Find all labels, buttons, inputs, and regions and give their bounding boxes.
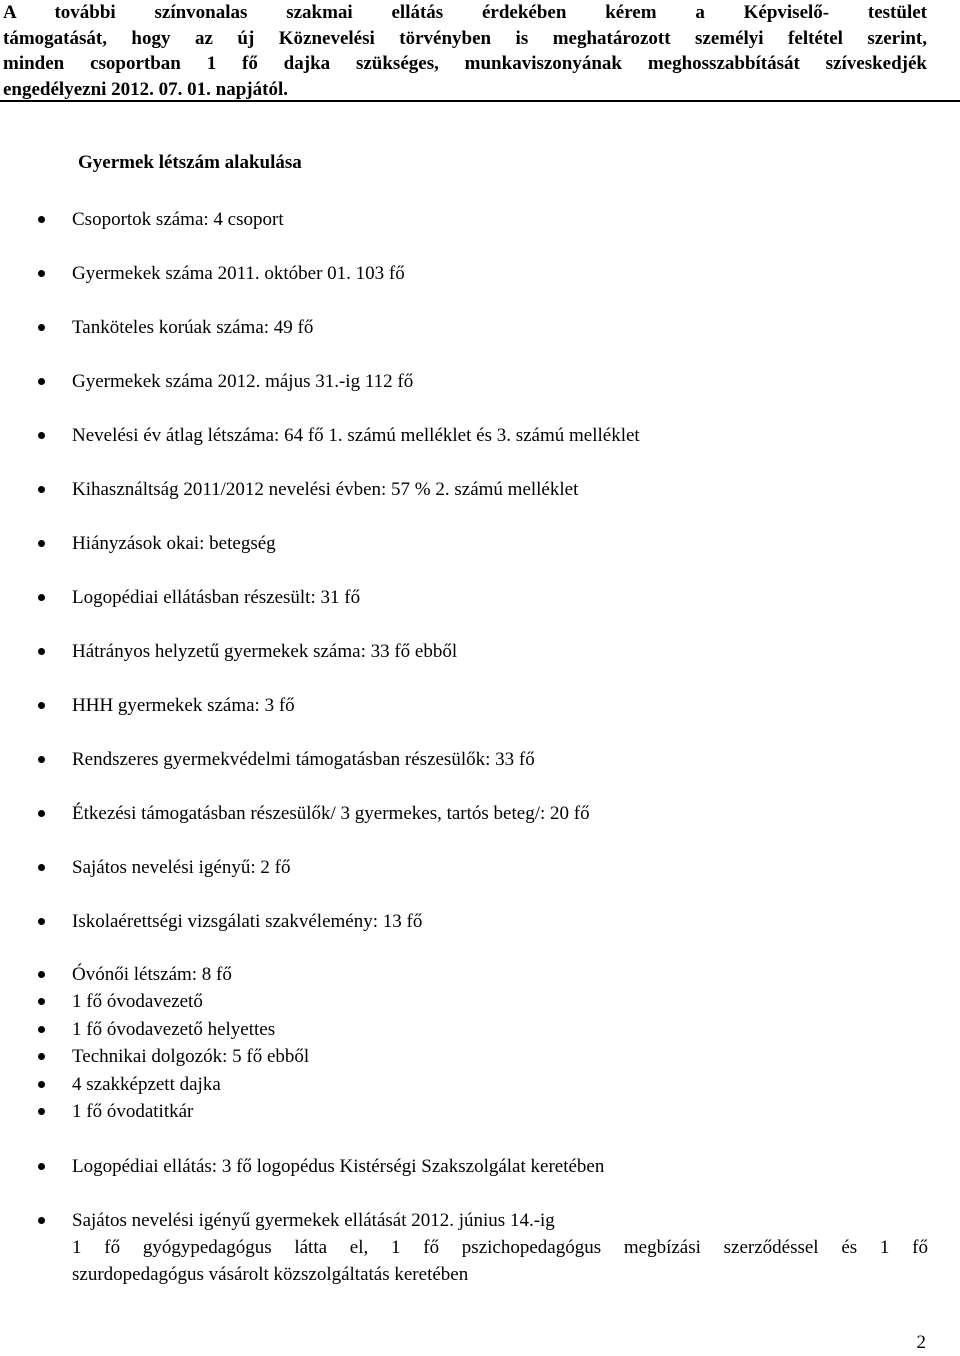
intro-line: A további színvonalas szakmai ellátás érdekében kérem a Képviselő- testület <box>3 2 927 23</box>
list-item-continuation: 1 fő gyógypedagógus látta el, 1 fő pszichopedagógus megbízási szerződéssel és 1 fő <box>72 1237 928 1258</box>
list-item-text: Iskolaérettségi vizsgálati szakvélemény: 13 fő <box>72 911 423 932</box>
bullet-icon <box>38 540 45 547</box>
bullet-icon <box>38 216 45 223</box>
list-item-text: 1 fő óvodavezető <box>72 991 203 1012</box>
page-number: 2 <box>916 1332 926 1353</box>
bullet-icon <box>38 432 45 439</box>
list-item <box>72 800 928 827</box>
bullet-icon <box>38 810 45 817</box>
bullet-icon <box>38 998 45 1005</box>
bullet-icon <box>38 648 45 655</box>
list-item <box>72 988 928 1015</box>
list-item-text: Óvónői létszám: 8 fő <box>72 964 232 985</box>
bullet-icon <box>38 971 45 978</box>
list-item-text: Sajátos nevelési igényű: 2 fő <box>72 857 291 878</box>
list-item-text: Étkezési támogatásban részesülők/ 3 gyermekes, tartós beteg/: 20 fő <box>72 803 590 824</box>
list-item <box>72 692 928 719</box>
list-item <box>72 1043 928 1070</box>
intro-line: engedélyezni 2012. 07. 01. napjától. <box>3 78 288 100</box>
list-item <box>72 961 928 988</box>
list-item-text: Gyermekek száma 2011. október 01. 103 fő <box>72 263 405 284</box>
list-item-text: HHH gyermekek száma: 3 fő <box>72 695 295 716</box>
list-item <box>72 530 928 557</box>
list-item-text: Csoportok száma: 4 csoport <box>72 209 284 230</box>
bullet-icon <box>38 594 45 601</box>
bullet-icon <box>38 324 45 331</box>
list-item-text: Logopédiai ellátásban részesült: 31 fő <box>72 587 361 608</box>
list-item <box>72 1071 928 1098</box>
list-item <box>72 908 928 935</box>
section-title: Gyermek létszám alakulása <box>78 152 302 173</box>
list-item <box>72 1153 928 1180</box>
list-item <box>72 584 928 611</box>
list-item <box>72 746 928 773</box>
list-item <box>72 638 928 665</box>
list-item-text: 1 fő óvodavezető helyettes <box>72 1019 276 1040</box>
list-item-continuation: szurdopedagógus vásárolt közszolgáltatás keretében <box>72 1264 469 1285</box>
list-item <box>72 1098 928 1125</box>
bullet-icon <box>38 864 45 871</box>
list-item-text: Logopédiai ellátás: 3 fő logopédus Kistérségi Szakszolgálat keretében <box>72 1156 605 1177</box>
bullet-icon <box>38 1053 45 1060</box>
intro-line: támogatását, hogy az új Köznevelési törvényben is meghatározott személyi feltétel szerint, <box>3 27 927 49</box>
intro-line: minden csoportban 1 fő dajka szükséges, munkaviszonyának meghosszabbítását szíveskedjék <box>3 53 927 74</box>
bullet-icon <box>38 1026 45 1033</box>
list-item-text: Gyermekek száma 2012. május 31.-ig 112 fő <box>72 371 414 392</box>
list-item-text: 1 fő óvodatitkár <box>72 1101 194 1122</box>
bullet-icon <box>38 756 45 763</box>
bullet-icon <box>38 486 45 493</box>
list-item-text: 4 szakképzett dajka <box>72 1074 221 1095</box>
horizontal-rule <box>0 100 960 102</box>
list-item-text: Tanköteles korúak száma: 49 fő <box>72 317 314 338</box>
list-item-text: Hátrányos helyzetű gyermekek száma: 33 fő ebből <box>72 641 458 662</box>
bullet-icon <box>38 918 45 925</box>
bullet-icon <box>38 1163 45 1170</box>
bullet-icon <box>38 1217 45 1224</box>
list-item <box>72 422 928 449</box>
bullet-icon <box>38 1081 45 1088</box>
list-item-text: Hiányzások okai: betegség <box>72 533 276 554</box>
bullet-icon <box>38 702 45 709</box>
list-item <box>72 1016 928 1043</box>
list-item <box>72 368 928 395</box>
list-item-text: Nevelési év átlag létszáma: 64 fő 1. számú melléklet és 3. számú melléklet <box>72 425 640 446</box>
list-item-text: Sajátos nevelési igényű gyermekek ellátását 2012. június 14.-ig <box>72 1210 555 1231</box>
intro-paragraph <box>3 0 927 102</box>
list-item <box>72 314 928 341</box>
list-item <box>72 260 928 287</box>
list-item <box>72 206 928 233</box>
bullet-icon <box>38 378 45 385</box>
list-item <box>72 476 928 503</box>
list-item-text: Technikai dolgozók: 5 fő ebből <box>72 1046 310 1067</box>
list-item-text: Kihasználtság 2011/2012 nevelési évben: 57 % 2. számú melléklet <box>72 479 579 500</box>
bullet-icon <box>38 1108 45 1115</box>
list-item <box>72 1207 928 1288</box>
bullet-icon <box>38 270 45 277</box>
list-item <box>72 854 928 881</box>
list-item-text: Rendszeres gyermekvédelmi támogatásban részesülők: 33 fő <box>72 749 535 770</box>
